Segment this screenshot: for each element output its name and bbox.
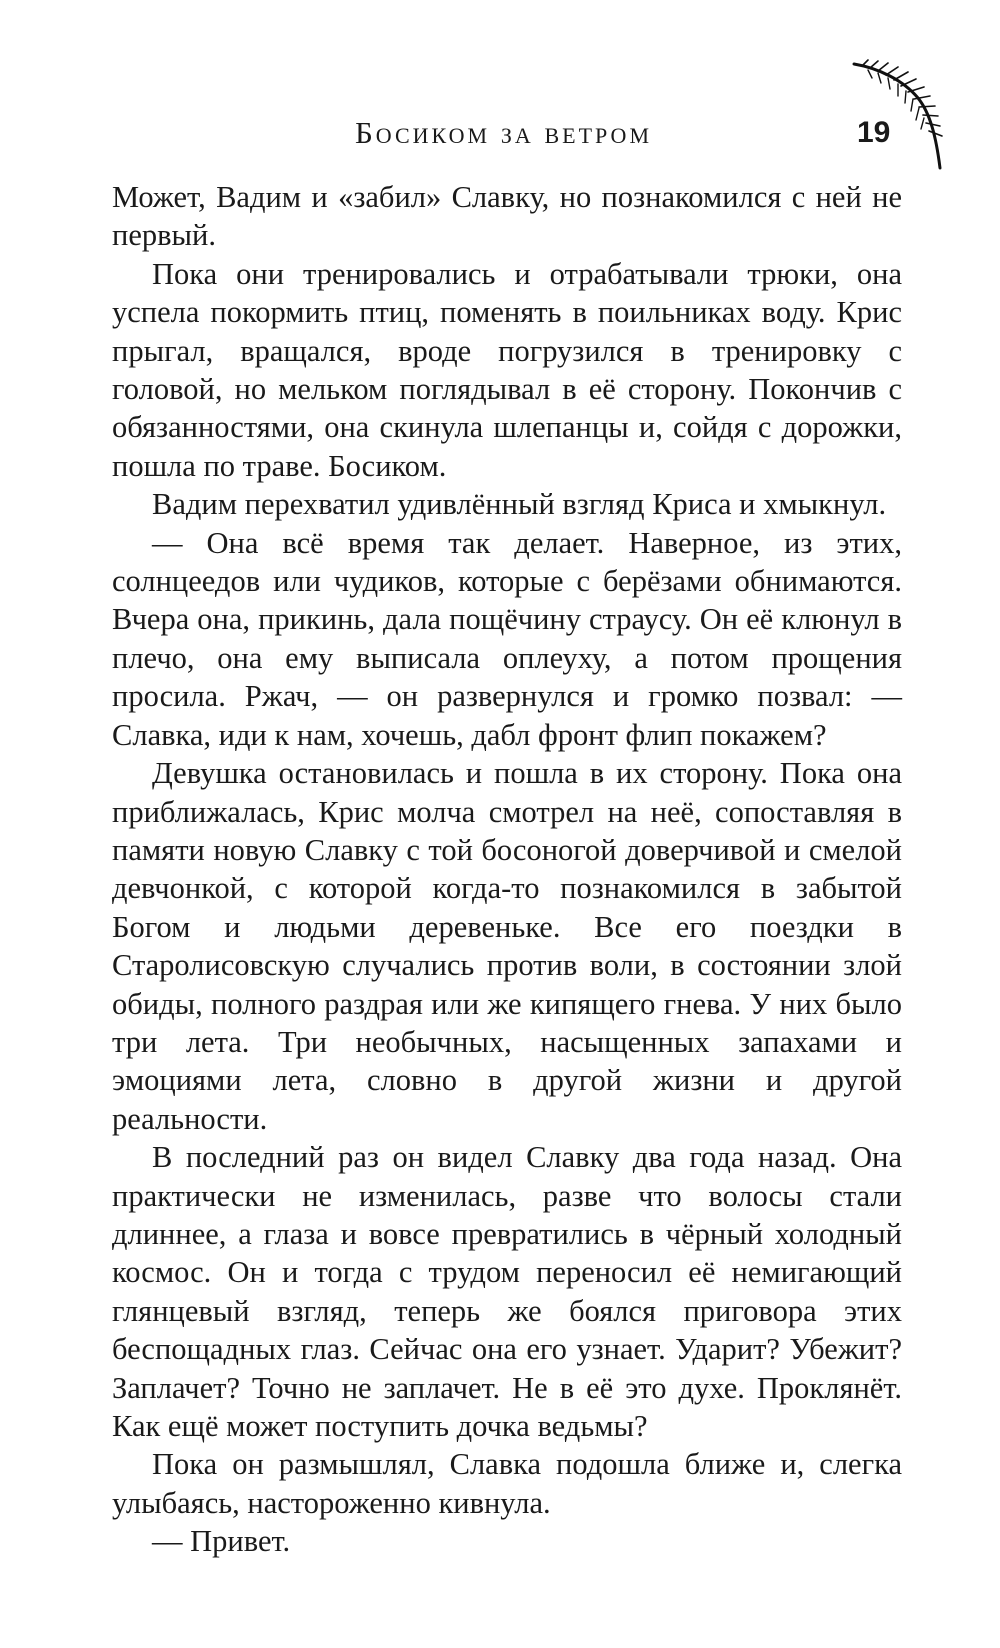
body-text xyxy=(112,178,902,1561)
paragraph: Вадим перехватил удивлённый взгляд Криса и хмыкнул. xyxy=(152,487,887,522)
feather-icon xyxy=(848,58,953,178)
paragraph: — Она всё время так делает. Наверное, из этих, солнцеедов или чудиков, которые с берёзами обнимаются. Вчера она, прикинь, дала пощёчину страусу. Он её клюнул в плечо, она ему выписала оплеуху, а потом прощения просила. Ржач, — он развернулся и громко позвал: — Славка, иди к нам, хочешь, дабл фронт флип покажем? xyxy=(112,525,902,752)
paragraph: Девушка остановилась и пошла в их сторону. Пока она приближалась, Крис молча смотрел на неё, сопоставляя в памяти новую Славку с той босоногой доверчивой и смелой девчонкой, с которой когда-то познакомился в забытой Богом и людьми деревеньке. Все его поездки в Старолисовскую случались против воли, в состоянии злой обиды, полного раздрая или же кипящего гнева. У них было три лета. Три необычных, насыщенных запахами и эмоциями лета, словно в другой жизни и другой реальности. xyxy=(112,756,902,1136)
page-number: 19 xyxy=(857,116,891,149)
paragraph: Пока они тренировались и отрабатывали трюки, она успела покормить птиц, поменять в поильниках воду. Крис прыгал, вращался, вроде погрузился в тренировку с головой, но мельком поглядывал в её сторону. Покончив с обязанностями, она скинула шлепанцы и, сойдя с дорожки, пошла по траве. Босиком. xyxy=(112,256,902,483)
running-title: Босиком за ветром xyxy=(355,115,653,150)
paragraph: В последний раз он видел Славку два года назад. Она практически не изменилась, разве что волосы стали длиннее, а глаза и вовсе превратились в чёрный холодный космос. Он и тогда с трудом переносил её немигающий глянцевый взгляд, теперь же боялся приговора этих беспощадных глаз. Сейчас она его узнает. Ударит? Убежит? Заплачет? Точно не заплачет. Не в её это духе. Проклянёт. Как ещё может поступить дочка ведьмы? xyxy=(112,1140,902,1443)
paragraph: — Привет. xyxy=(152,1524,291,1559)
paragraph: Пока он размышлял, Славка подошла ближе и, слегка улыбаясь, настороженно кивнула. xyxy=(112,1447,902,1520)
paragraph: Может, Вадим и «забил» Славку, но познакомился с ней не первый. xyxy=(112,180,902,253)
